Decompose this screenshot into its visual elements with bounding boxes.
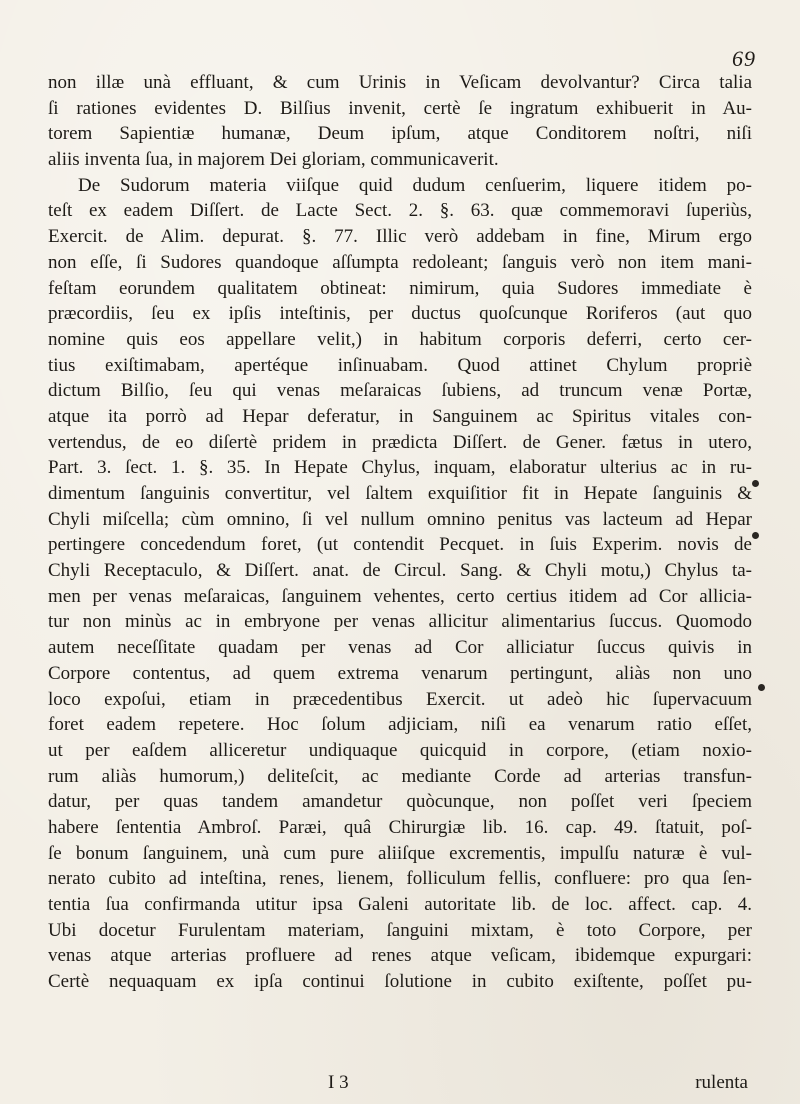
text-line: ſi rationes evidentes D. Bilſius invenit, certè ſe ingratum exhibuerit in Au-	[48, 97, 752, 119]
text-line: ſe bonum ſanguinem, unà cum pure aliiſque excrementis, impulſu naturæ è vul-	[48, 842, 752, 864]
text-line: feſtam eorundem qualitatem obtineat: nimirum, quia Sudores immediate è	[48, 277, 752, 299]
catchword: rulenta	[695, 1072, 748, 1093]
text-line: tius exiſtimabam, apertéque inſinuabam. Quod attinet Chylum propriè	[48, 354, 752, 376]
text-line: foret eadem repetere. Hoc ſolum adjiciam, niſi ea venarum ratio eſſet,	[48, 714, 752, 736]
text-line: tentia ſua confirmanda utitur ipsa Galeni autoritate lib. de loc. affect. cap. 4.	[48, 894, 752, 915]
text-line: Corpore contentus, ad quem extrema venarum pertingunt, aliàs non uno	[48, 662, 752, 684]
margin-mark	[752, 480, 759, 487]
text-line: Chyli miſcella; cùm omnino, ſi vel nullum omnino penitus vas lacteum ad Hepar	[48, 508, 752, 530]
text-line: Certè nequaquam ex ipſa continui ſolutione in cubito exiſtente, poſſet pu-	[48, 971, 752, 993]
text-line: tur non minùs ac in embryone per venas allicitur alimentarius ſuccus. Quomodo	[48, 611, 752, 633]
signature-mark: I 3	[328, 1072, 349, 1093]
text-line: Chyli Receptaculo, & Diſſert. anat. de Circul. Sang. & Chyli motu,) Chylus ta-	[48, 560, 752, 582]
text-line: vertendus, de eo diſertè pridem in prædicta Diſſert. de Gener. fætus in utero,	[48, 431, 752, 453]
margin-mark	[758, 684, 765, 691]
text-line: torem Sapientiæ humanæ, Deum ipſum, atque Conditorem noſtri, niſi	[48, 123, 752, 145]
text-line: dictum Bilſio, ſeu qui venas meſaraicas ſubiens, ad truncum venæ Portæ,	[48, 380, 752, 402]
text-line: habere ſententia Ambroſ. Paræi, quâ Chirurgiæ lib. 16. cap. 49. ſtatuit, poſ-	[48, 816, 752, 838]
text-line: aliis inventa ſua, in majorem Dei gloriam, communicaverit.	[48, 149, 499, 171]
text-line: ut per eaſdem alliceretur undiquaque quicquid in corpore, (etiam noxio-	[48, 739, 752, 761]
text-line: præcordiis, ſeu ex ipſis inteſtinis, per ductus quoſcunque Roriferos (aut quo	[48, 303, 752, 325]
text-line: autem neceſſitate quadam per venas ad Cor alliciatur ſuccus quivis in	[48, 637, 752, 659]
body-text	[48, 70, 752, 995]
text-line: non eſſe, ſi Sudores quandoque aſſumpta redoleant; ſanguis verò non item mani-	[48, 251, 752, 273]
text-line: pertingere concedendum foret, (ut contendit Pecquet. in ſuis Experim. novis de	[48, 534, 752, 556]
text-line: Exercit. de Alim. depurat. §. 77. Illic verò addebam in fine, Mirum ergo	[48, 226, 752, 248]
page-footer	[48, 1070, 752, 1096]
text-line: rum aliàs humorum,) deliteſcit, ac mediante Corde ad arterias transfun-	[48, 765, 752, 787]
margin-mark	[752, 532, 759, 539]
text-line: loco expoſui, etiam in præcedentibus Exercit. ut adeò hic ſupervacuum	[48, 688, 752, 710]
text-line: dimentum ſanguinis convertitur, vel ſaltem exquiſitior fit in Hepate ſanguinis &	[48, 483, 752, 504]
text-line: non illæ unà effluant, & cum Urinis in Veſicam devolvantur? Circa talia	[48, 72, 752, 93]
text-line: venas atque arterias profluere ad renes atque veſicam, ibidemque expurgari:	[48, 945, 752, 967]
text-line: Part. 3. ſect. 1. §. 35. In Hepate Chylus, inquam, elaboratur ulterius ac in ru-	[48, 457, 752, 479]
text-line: datur, per quas tandem amandetur quòcunque, non poſſet veri ſpeciem	[48, 791, 752, 813]
page-number: 69	[732, 46, 756, 71]
text-line: men per venas meſaraicas, ſanguinem vehentes, certo certius itidem ad Cor allicia-	[48, 585, 752, 607]
text-line: teſt ex eadem Diſſert. de Lacte Sect. 2. §. 63. quæ commemoravi ſuperiùs,	[48, 200, 752, 222]
text-line: atque ita porrò ad Hepar deferatur, in Sanguinem ac Spiritus vitales con-	[48, 405, 752, 427]
text-line: nerato cubito ad inteſtina, renes, lienem, folliculum fellis, confluere: pro qua ſen-	[48, 868, 752, 890]
text-line: De Sudorum materia viiſque quid dudum cenſuerim, liquere itidem po-	[78, 174, 752, 196]
text-line: Ubi docetur Furulentam materiam, ſanguini mixtam, è toto Corpore, per	[48, 919, 752, 941]
text-line: nomine quis eos appellare velit,) in habitum corporis deferri, certo cer-	[48, 328, 752, 350]
